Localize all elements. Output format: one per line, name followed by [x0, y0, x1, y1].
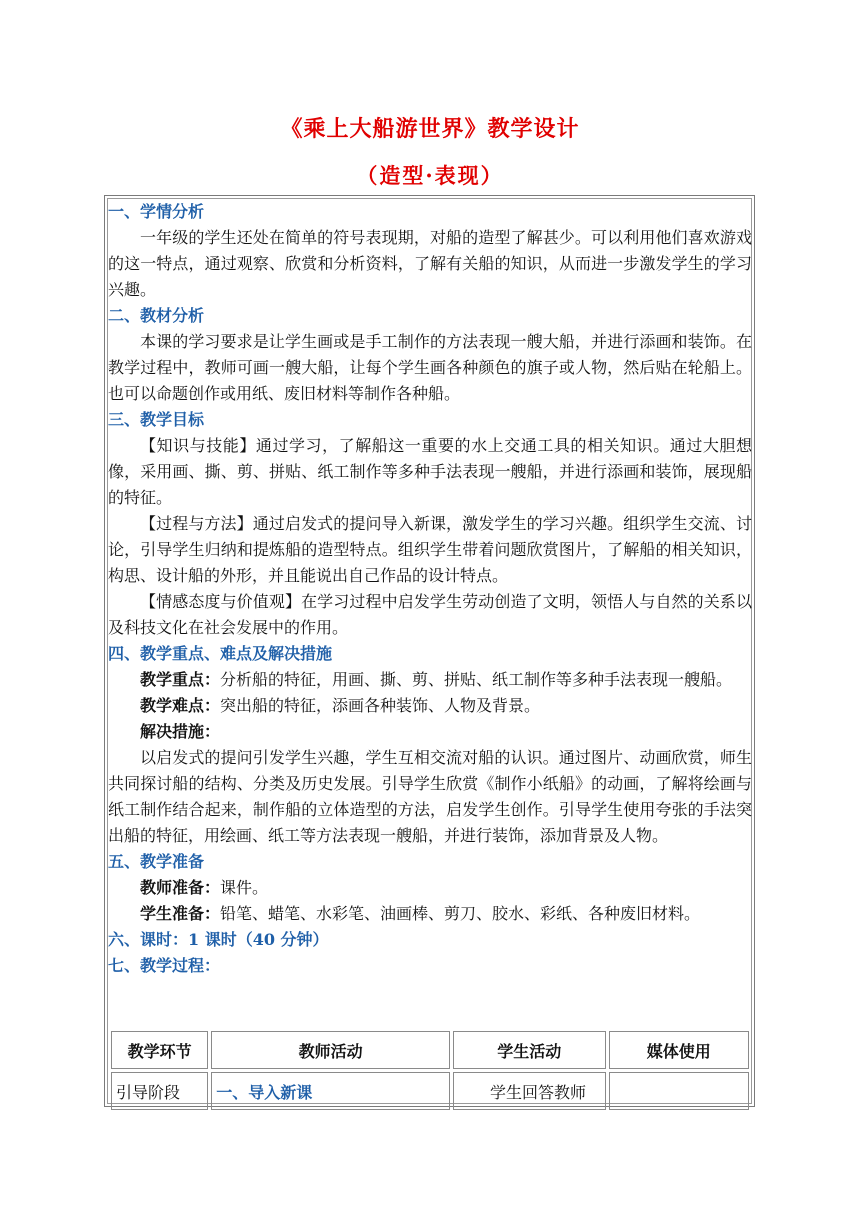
table-header-row — [111, 1031, 749, 1069]
paragraph: 以启发式的提问引发学生兴趣，学生互相交流对船的认识。通过图片、动画欣赏，师生共同探讨船的结构、分类及历史发展。引导学生欣赏《制作小纸船》的动画，了解将绘画与纸工制作结合起来，制作船的立体造型的方法，启发学生创作。引导学生使用夸张的手法突出船的特征，用绘画、纸工等方法表现一艘船，并进行装饰，添加背景及人物。 — [108, 748, 752, 845]
cell-media — [609, 1072, 749, 1110]
section-heading-material-analysis: 二、教材分析 — [108, 306, 205, 325]
teacher-prep-text: 课件。 — [220, 878, 269, 897]
document-subtitle: （造型·表现） — [356, 163, 504, 188]
header-student-activity: 学生活动 — [453, 1031, 605, 1069]
section-heading-preparation: 五、教学准备 — [108, 852, 205, 871]
header-teacher-activity: 教师活动 — [211, 1031, 450, 1069]
paragraph: 本课的学习要求是让学生画或是手工制作的方法表现一艘大船，并进行添画和装饰。在教学过程中，教师可画一艘大船，让每个学生画各种颜色的旗子或人物，然后贴在轮船上。也可以命题创作或用纸、废旧材料等制作各种船。 — [108, 332, 752, 403]
paragraph: 一年级的学生还处在简单的符号表现期，对船的造型了解甚少。可以利用他们喜欢游戏的这一特点，通过观察、欣赏和分析资料，了解有关船的知识，从而进一步激发学生的学习兴趣。 — [108, 228, 752, 299]
paragraph-teacher-prep — [108, 875, 752, 901]
paragraph-difficulty — [108, 693, 752, 719]
header-stage: 教学环节 — [111, 1031, 208, 1069]
document-title: 《乘上大船游世界》教学设计 — [280, 116, 580, 142]
section-heading-process: 七、教学过程： — [108, 956, 221, 975]
process-table — [108, 1028, 752, 1113]
main-content — [108, 199, 752, 979]
label-student-prep: 学生准备： — [140, 904, 221, 923]
section-heading-objectives: 三、教学目标 — [108, 410, 205, 429]
section-heading-class-hours: 六、课时：1 课时（40 分钟） — [108, 930, 329, 949]
section-heading-key-points: 四、教学重点、难点及解决措施 — [108, 644, 333, 663]
section-heading-learner-analysis: 一、学情分析 — [108, 202, 205, 221]
paragraph-solution-label — [108, 719, 752, 745]
cell-teacher-activity: 一、导入新课 — [211, 1072, 450, 1110]
paragraph: 【知识与技能】通过学习，了解船这一重要的水上交通工具的相关知识。通过大胆想像，采用画、撕、剪、拼贴、纸工制作等多种手法表现一艘船，并进行添画和装饰，展现船的特征。 — [108, 436, 752, 507]
header-media: 媒体使用 — [609, 1031, 749, 1069]
cell-student-activity: 学生回答教师 — [453, 1072, 605, 1110]
label-teacher-prep: 教师准备： — [140, 878, 221, 897]
student-prep-text: 铅笔、蜡笔、水彩笔、油画棒、剪刀、胶水、彩纸、各种废旧材料。 — [220, 904, 701, 923]
key-point-text: 分析船的特征，用画、撕、剪、拼贴、纸工制作等多种手法表现一艘船。 — [220, 670, 733, 689]
cell-stage: 引导阶段 — [111, 1072, 208, 1110]
label-key-point: 教学重点： — [140, 670, 221, 689]
paragraph-student-prep — [108, 901, 752, 927]
paragraph-key-point — [108, 667, 752, 693]
table-row — [111, 1072, 749, 1110]
paragraph: 【情感态度与价值观】在学习过程中启发学生劳动创造了文明，领悟人与自然的关系以及科技文化在社会发展中的作用。 — [108, 592, 752, 637]
label-solution: 解决措施： — [140, 722, 221, 741]
paragraph: 【过程与方法】通过启发式的提问导入新课，激发学生的学习兴趣。组织学生交流、讨论，引导学生归纳和提炼船的造型特点。组织学生带着问题欣赏图片，了解船的相关知识，构思、设计船的外形，并且能说出自己作品的设计特点。 — [108, 514, 752, 585]
difficulty-text: 突出船的特征，添画各种装饰、人物及背景。 — [220, 696, 541, 715]
label-difficulty: 教学难点： — [140, 696, 221, 715]
